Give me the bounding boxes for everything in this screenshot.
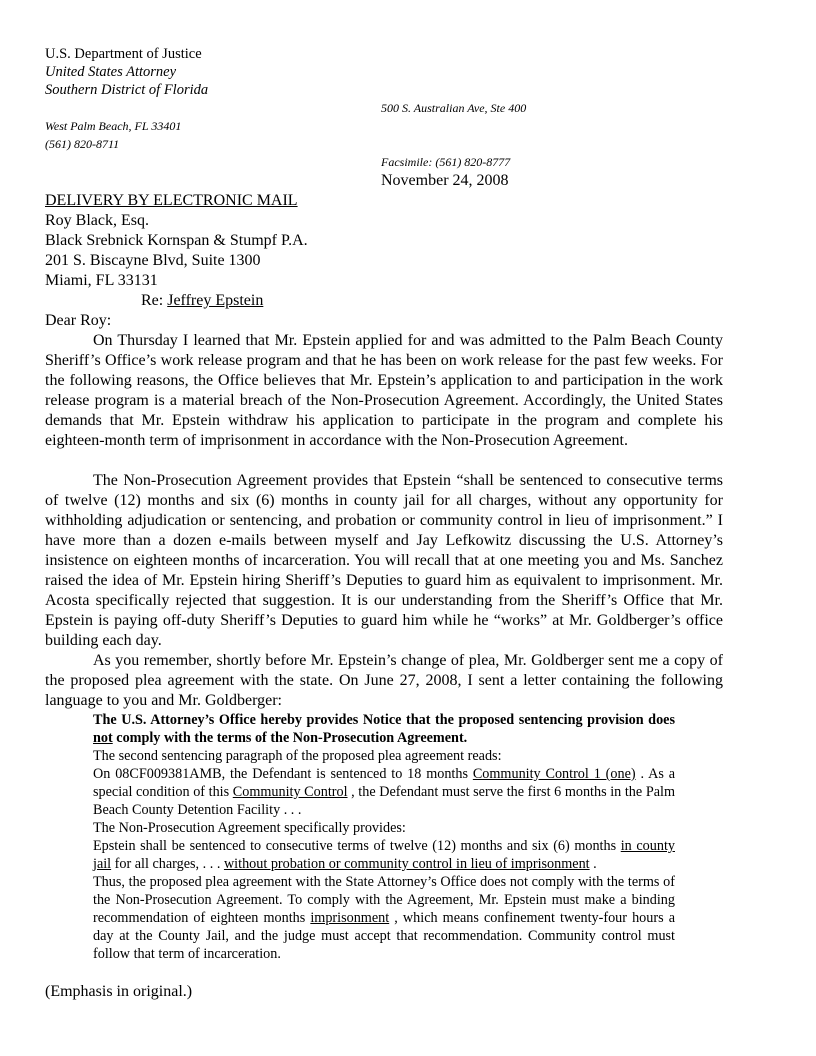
salutation: Dear Roy: [45,312,112,329]
npa-county-jail: in county jail [93,838,675,872]
plea-community-control-2: Community Control [232,784,348,800]
plea-community-control-1: Community Control 1 (one) [472,766,636,782]
notice-text-2: comply with the terms of the Non-Prosecution Agreement. [112,730,468,746]
plea-text-2: . As a special condition of this [93,766,675,800]
recipient-name: Roy Black, Esq. [45,212,149,229]
plea-text-1: On 08CF009381AMB, the Defendant is sentenced to 18 months [93,766,473,782]
emphasis-note: (Emphasis in original.) [45,983,193,1000]
office-phone: (561) 820-8711 [45,137,120,151]
recipient-firm: Black Srebnick Kornspan & Stumpf P.A. [45,232,308,249]
paragraph-1: On Thursday I learned that Mr. Epstein applied for and was admitted to the Palm Beach County Sheriff’s Office’s work release program and that he has been on work release for the past few weeks. For the following reasons, the Office believes that Mr. Epstein’s application to and participation in the work release program is a material breach of the Non-Prosecution Agreement. Accordingly, the United States demands that Mr. Epstein withdraw his application to participate in the program and complete his eighteen-month term of imprisonment in accordance with the Non-Prosecution Agreement. [45,332,723,449]
conclusion-text-2: , which means confinement twenty-four hours a day at the County Jail, and the judge must accept that recommendation. Community control must follow that term of incarceration. [93,910,675,962]
plea-excerpt [93,765,675,819]
letter-date: November 24, 2008 [381,172,509,189]
re-subject: Jeffrey Epstein [167,292,264,309]
npa-text-2: for all charges, . . . [111,856,224,872]
office-name: United States Attorney [45,64,177,80]
npa-without-probation: without probation or community control in lieu of imprisonment [223,856,590,872]
npa-intro: The Non-Prosecution Agreement specifically provides: [93,820,406,836]
district-name: Southern District of Florida [45,82,209,98]
recipient-city: Miami, FL 33131 [45,272,158,289]
office-street: 500 S. Australian Ave, Ste 400 [381,101,527,115]
re-label: Re: [141,292,168,309]
block-quote [93,711,675,963]
conclusion-imprisonment: imprisonment [310,910,390,926]
second-paragraph-intro: The second sentencing paragraph of the proposed plea agreement reads: [93,748,502,764]
department-name: U.S. Department of Justice [45,46,202,62]
notice-statement [93,711,675,747]
conclusion-text-1: Thus, the proposed plea agreement with the State Attorney’s Office does not comply with the terms of the Non-Prosecution Agreement. To comply with the Agreement, Mr. Epstein must make a binding recommendation of eighteen months [93,874,675,926]
re-line [141,291,263,311]
paragraph-2: The Non-Prosecution Agreement provides that Epstein “shall be sentenced to consecutive terms of twelve (12) months and six (6) months in county jail for all charges, without any opportunity for withholding adjudication or sentencing, and probation or community control in lieu of imprisonment.” I have more than a dozen e-mails between myself and Jay Lefkowitz discussing the U.S. Attorney’s insistence on eighteen months of incarceration. You will recall that at one meeting you and Ms. Sanchez raised the idea of Mr. Epstein hiring Sheriff’s Deputies to guard him as equivalent to imprisonment. Mr. Acosta specifically rejected that suggestion. It is our understanding from the Sheriff’s Office that Mr. Epstein is paying off-duty Sheriff’s Deputies to guard him while he “works” at Mr. Goldberger’s office building each day. [45,472,723,649]
npa-text-3: . [589,856,597,872]
office-fax: Facsimile: (561) 820-8777 [381,155,511,169]
notice-text-1: The U.S. Attorney’s Office hereby provides Notice that the proposed sentencing provision does [93,712,675,728]
paragraph-3: As you remember, shortly before Mr. Epstein’s change of plea, Mr. Goldberger sent me a copy of the proposed plea agreement with the state. On June 27, 2008, I sent a letter containing the following language to you and Mr. Goldberger: [45,652,723,709]
office-city: West Palm Beach, FL 33401 [45,119,182,133]
recipient-street: 201 S. Biscayne Blvd, Suite 1300 [45,252,261,269]
conclusion-excerpt [93,873,675,963]
plea-text-3: , the Defendant must serve the first 6 months in the Palm Beach County Detention Facility . . . [93,784,675,818]
delivery-method: DELIVERY BY ELECTRONIC MAIL [45,192,298,209]
npa-excerpt [93,837,675,873]
notice-emphasis: not [93,730,113,746]
npa-text-1: Epstein shall be sentenced to consecutive terms of twelve (12) months and six (6) months [93,838,621,854]
